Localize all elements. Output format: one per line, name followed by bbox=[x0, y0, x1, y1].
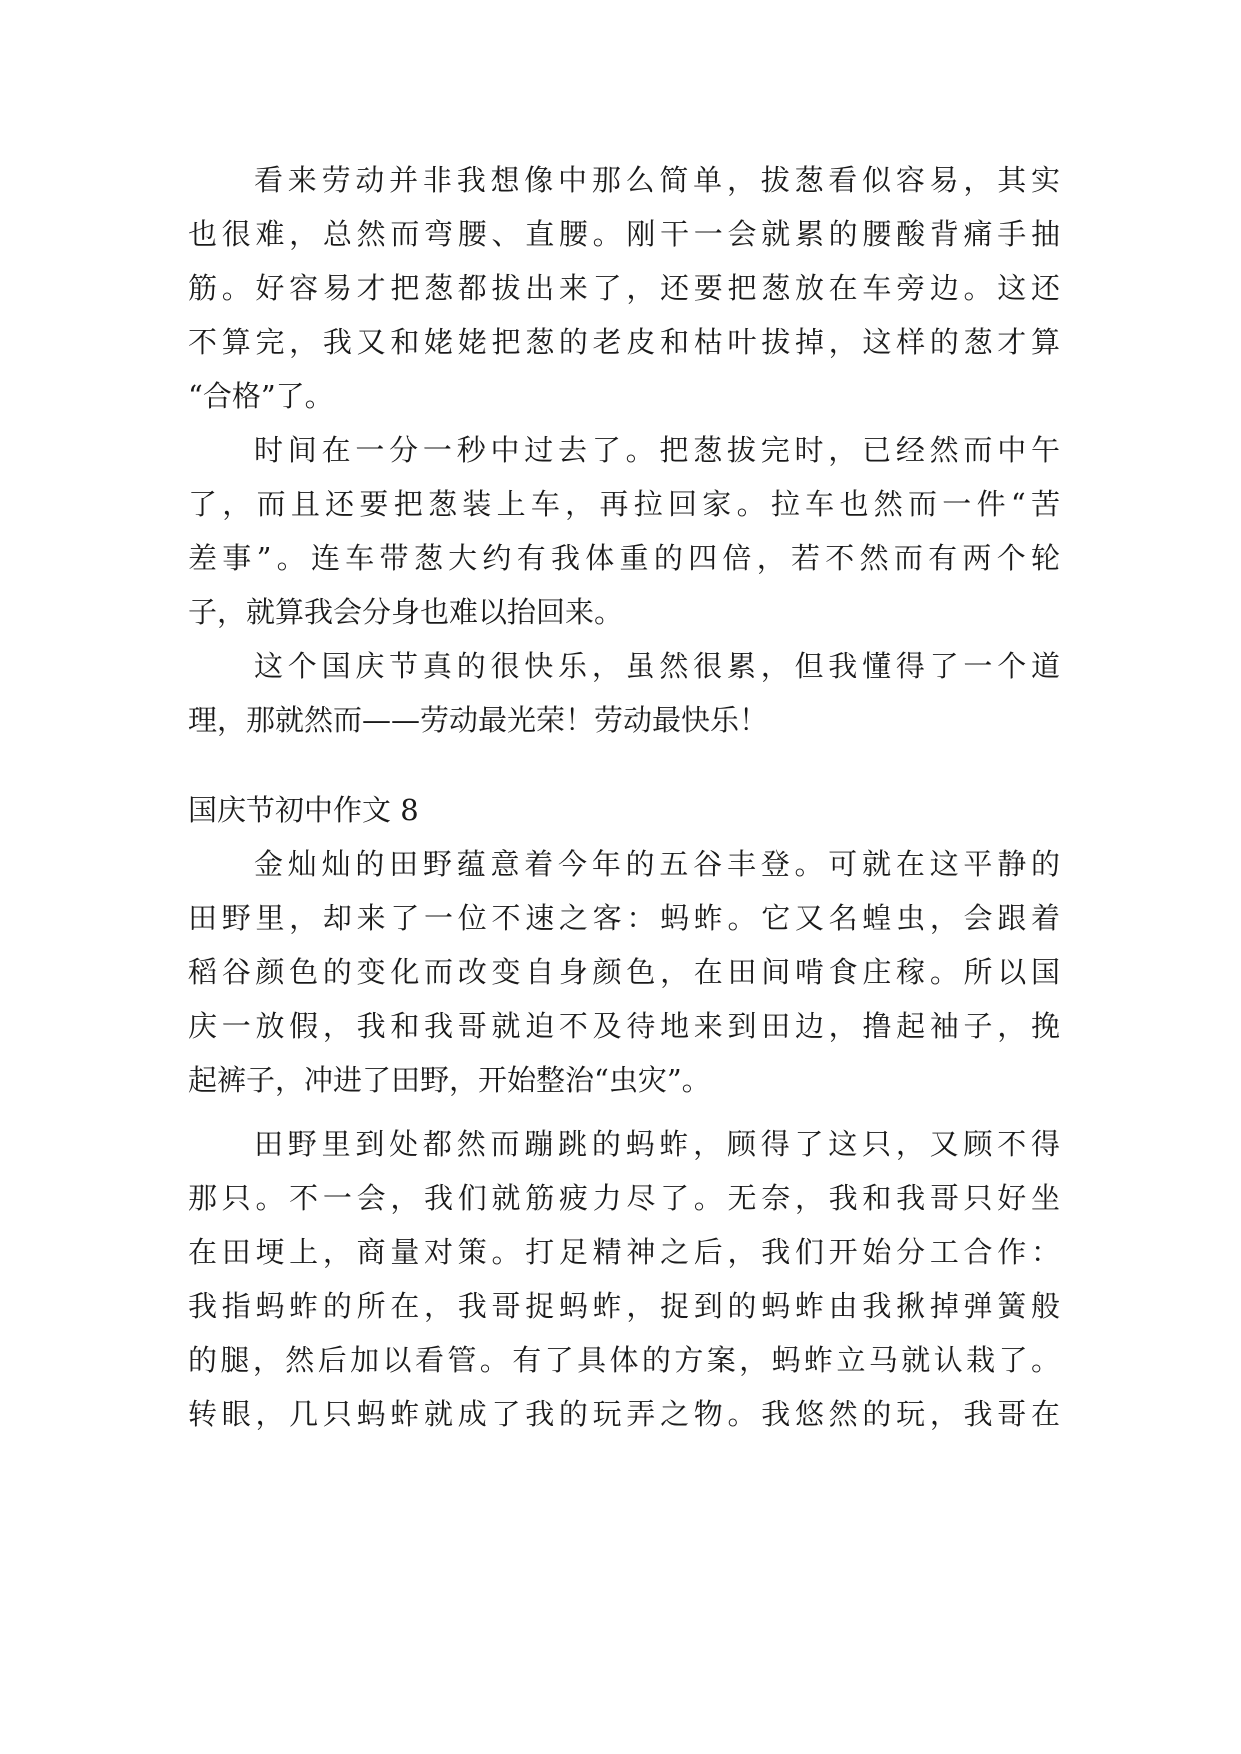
paragraph-5-line-6: 转眼，几只蚂蚱就成了我的玩弄之物。我悠然的玩，我哥在 bbox=[188, 1397, 1060, 1431]
paragraph-1-line-2: 也很难，总然而弯腰、直腰。刚干一会就累的腰酸背痛手抽 bbox=[188, 217, 1060, 251]
paragraph-2-line-1: 时间在一分一秒中过去了。把葱拔完时，已经然而中午 bbox=[254, 433, 1060, 467]
section-heading: 国庆节初中作文 8 bbox=[188, 793, 419, 827]
paragraph-5-line-3: 在田埂上，商量对策。打足精神之后，我们开始分工合作： bbox=[188, 1235, 1060, 1269]
paragraph-1-line-5: “合格”了。 bbox=[188, 379, 334, 413]
paragraph-2-line-4: 子，就算我会分身也难以抬回来。 bbox=[188, 595, 624, 629]
paragraph-4-line-3: 稻谷颜色的变化而改变自身颜色，在田间啃食庄稼。所以国 bbox=[188, 955, 1060, 989]
paragraph-1-line-4: 不算完，我又和姥姥把葱的老皮和枯叶拔掉，这样的葱才算 bbox=[188, 325, 1060, 359]
paragraph-2-line-2: 了，而且还要把葱装上车，再拉回家。拉车也然而一件“苦 bbox=[188, 487, 1060, 521]
paragraph-5-line-4: 我指蚂蚱的所在，我哥捉蚂蚱，捉到的蚂蚱由我揪掉弹簧般 bbox=[188, 1289, 1060, 1323]
paragraph-4-line-5: 起裤子，冲进了田野，开始整治“虫灾”。 bbox=[188, 1063, 711, 1097]
paragraph-1-line-1: 看来劳动并非我想像中那么简单，拔葱看似容易，其实 bbox=[254, 163, 1060, 197]
paragraph-5-line-5: 的腿，然后加以看管。有了具体的方案，蚂蚱立马就认栽了。 bbox=[188, 1343, 1060, 1377]
paragraph-5-line-1: 田野里到处都然而蹦跳的蚂蚱，顾得了这只，又顾不得 bbox=[254, 1127, 1060, 1161]
paragraph-4-line-1: 金灿灿的田野蕴意着今年的五谷丰登。可就在这平静的 bbox=[254, 847, 1060, 881]
paragraph-1-line-3: 筋。好容易才把葱都拔出来了，还要把葱放在车旁边。这还 bbox=[188, 271, 1060, 305]
paragraph-5-line-2: 那只。不一会，我们就筋疲力尽了。无奈，我和我哥只好坐 bbox=[188, 1181, 1060, 1215]
paragraph-4-line-2: 田野里，却来了一位不速之客：蚂蚱。它又名蝗虫，会跟着 bbox=[188, 901, 1060, 935]
paragraph-4-line-4: 庆一放假，我和我哥就迫不及待地来到田边，撸起袖子，挽 bbox=[188, 1009, 1060, 1043]
paragraph-2-line-3: 差事”。连车带葱大约有我体重的四倍，若不然而有两个轮 bbox=[188, 541, 1060, 575]
paragraph-3-line-1: 这个国庆节真的很快乐，虽然很累，但我懂得了一个道 bbox=[254, 649, 1060, 683]
paragraph-3-line-2: 理，那就然而——劳动最光荣！劳动最快乐！ bbox=[188, 703, 769, 737]
